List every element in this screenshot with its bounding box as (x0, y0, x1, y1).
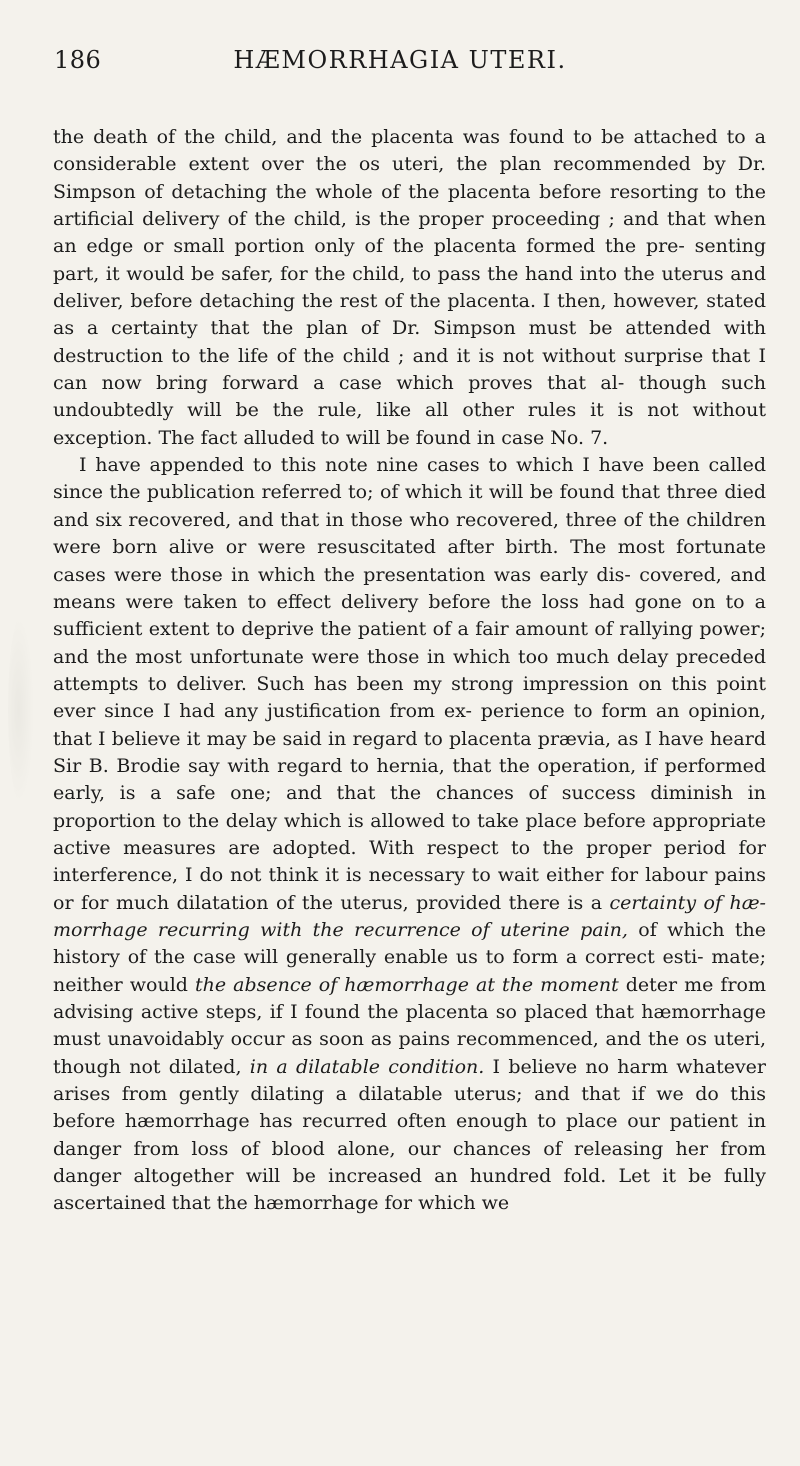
paragraph-appended-cases (53, 452, 766, 1218)
body-text (53, 124, 766, 1218)
italic-phrase: the absence of hæmorrhage at the moment (195, 973, 619, 996)
paragraph-text: of which the history of the case will generally enable us to form a correct esti- mate; neither would (53, 918, 766, 996)
paragraph-text: the death of the child, and the placenta was found to be attached to a considerable extent over the os uteri, the plan recommended by Dr. Simpson of detaching the whole of the placenta before resorting to the artificial delivery of the child, is the proper proceeding ; and that when an edge or small portion only of the placenta formed the pre- senting part, it would be safer, for the child, to pass the hand into the uterus and deliver, before detaching the rest of the placenta. I then, however, stated as a certainty that the plan of Dr. Simpson must be attended with destruction to the life of the child ; and it is not without surprise that I can now bring forward a case which proves that al- though such undoubtedly will be the rule, like all other rules it is not without exception. The fact alluded to will be found in case No. 7. (53, 126, 766, 449)
running-title: HÆMORRHAGIA UTERI. (233, 46, 567, 74)
italic-phrase: certainty of hæ- morrhage recurring with the recurrence of uterine pain, (53, 891, 766, 941)
paragraph-continued (53, 124, 766, 452)
paragraph-text: deter me from advising active steps, if I found the placenta so placed that hæmorrhage must unavoidably occur as soon as pains recommenced, and the os uteri, though not dilated, (53, 973, 766, 1078)
page-number: 186 (54, 46, 102, 74)
ink-bleed-mark (8, 615, 34, 805)
paragraph-text: I believe no harm whatever arises from gently dilating a dilatable uterus; and that if we do this before hæmorrhage has recurred often enough to place our patient in danger from loss of blood alone, our chances of releasing her from danger altogether will be increased an hundred fold. Let it be fully ascertained that the hæmorrhage for which we (53, 1055, 767, 1215)
paragraph-text: I have appended to this note nine cases to which I have been called since the publication referred to; of which it will be found that three died and six recovered, and that in those who recovered, three of the children were born alive or were resuscitated after birth. The most fortunate cases were those in which the presentation was early dis- covered, and means were taken to effect delivery before the loss had gone on to a sufficient extent to deprive the patient of a fair amount of rallying power; and the most unfortunate were those in which too much delay preceded attempts to deliver. Such has been my strong impression on this point ever since I had any justification from ex- perience to form an opinion, that I believe it may be said in regard to placenta prævia, as I have heard Sir B. Brodie say with regard to hernia, that the operation, if performed early, is a safe one; and that the chances of success diminish in proportion to the delay which is allowed to take place before appropriate active measures are adopted. With respect to the proper period for interference, I do not think it is necessary to wait either for labour pains or for much dilatation of the uterus, provided there is a (53, 454, 766, 914)
italic-phrase: in a dilatable condition. (249, 1055, 485, 1078)
running-head (54, 46, 746, 86)
